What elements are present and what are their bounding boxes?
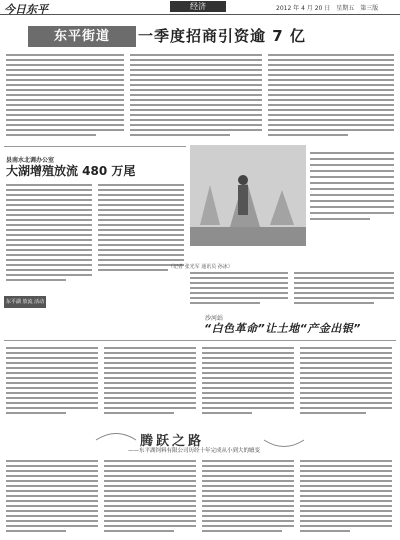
banner-subtitle: ——东平湖饲料有限公司历经十年完成从小到大的嬗变 [128,448,261,454]
text-lines-graphic [6,182,186,292]
photo-caption [310,148,398,244]
bottom-body-text [6,458,394,536]
text-lines-graphic [6,52,394,142]
byline: （记者 张光军 通讯员 孙冰） [168,264,233,270]
story2-title: “白色革命”让土地“产金出银” [204,322,361,335]
orchard-photo [190,145,306,246]
story2-body-text [190,270,396,310]
divider [4,146,186,147]
lower-body-text [6,345,394,421]
banner-title: 腾跃之路 [140,434,205,449]
lead-body-text [6,52,394,142]
feature-body-text [6,182,186,292]
text-lines-graphic [310,148,398,244]
section-tab: 经济 [170,1,226,12]
headline-highlight: 东平街道 [28,26,136,47]
text-lines-graphic [190,270,396,310]
feature-title: 大湖增殖放流 480 万尾 [6,164,136,178]
headline: 一季度招商引资逾 7 亿 [138,27,306,45]
column-head: 东平湖 放流 活动 [4,296,46,308]
text-lines-graphic [6,345,394,421]
divider [4,340,396,341]
story2-kicker: 沙河站 [205,315,224,322]
newspaper-logo: 今日东平 [4,3,48,16]
issue-date: 2012 年 4 月 20 日 星期五 第三版 [276,5,379,12]
photo-graphic [190,145,306,246]
feature-kicker: 县南水北调办公室 [6,157,55,164]
text-lines-graphic [6,458,394,536]
